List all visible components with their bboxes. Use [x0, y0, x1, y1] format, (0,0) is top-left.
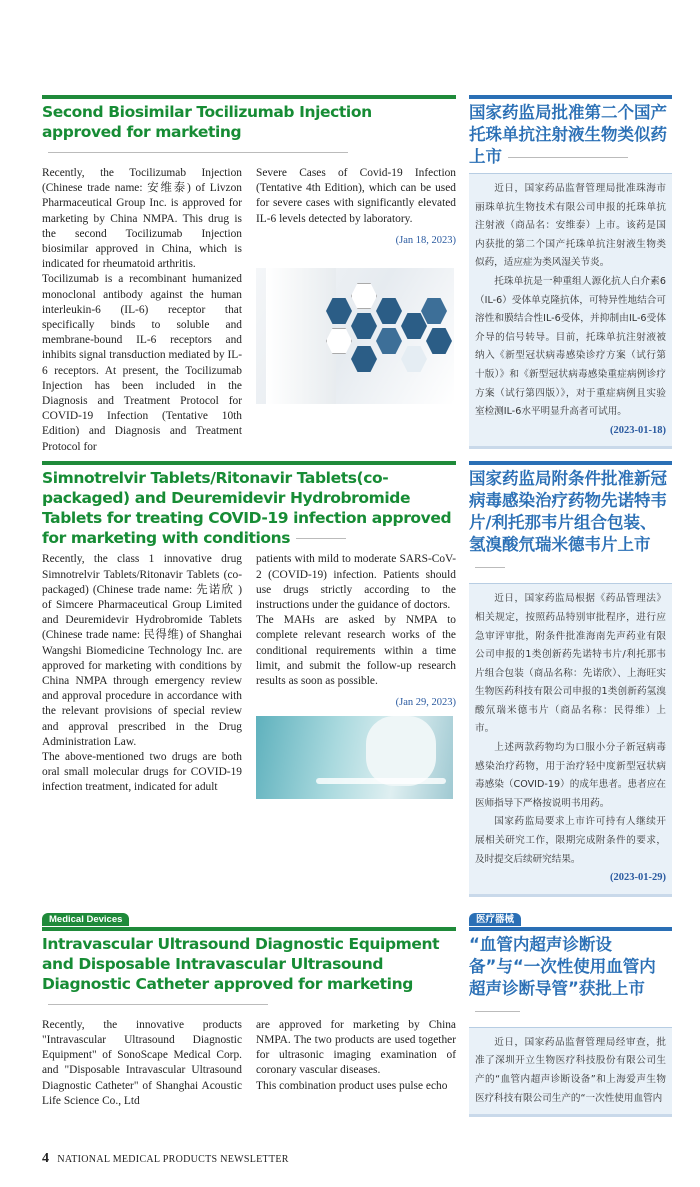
paragraph: 上述两款药物均为口服小分子新冠病毒感染治疗药物，用于治疗轻中度新型冠状病毒感染（COVID-19）的成年患者。患者应在医师指导下严格按说明书用药。 [475, 742, 666, 809]
article-ultrasound [42, 909, 456, 1129]
paragraph: Severe Cases of Covid-19 Infection (Tentative 4th Edition), which can be used for severe cases with significantly elevated IL-6 levels detected by laboratory. [256, 167, 456, 225]
section-bar [42, 461, 456, 465]
paragraph: 国家药监局要求上市许可持有人继续开展相关研究工作，限期完成附条件的要求，及时提交后续研究结果。 [475, 816, 666, 865]
paragraph: 近日，国家药监局根据《药品管理法》相关规定，按照药品特别审批程序，进行应急审评审批，附条件批准海南先声药业有限公司申报的1类创新药先诺特韦片/利托那韦片组合包装（商品名称：先诺欣）、上海旺实生物医药科技有限公司申报的1类创新药氢溴酸氘瑞米德韦片（商品名称：民得维）上市。 [475, 593, 666, 735]
chinese-article-title: 国家药监局附条件批准新冠病毒感染治疗药物先诺特韦片/利托那韦片组合包装、氢溴酸氘瑞米德韦片上市 [469, 468, 672, 578]
paragraph: 托珠单抗是一种重组人源化抗人白介素6（IL-6）受体单克隆抗体，可特异性地结合可溶性和膜结合性IL-6受体，并抑制由IL-6受体介导的信号转导。目前，托珠单抗注射液被纳入《新型冠状病毒感染诊疗方案（试行第十版）》和《新型冠状病毒感染重症病例诊疗方案（试行第四版）》，对于重症病例且实验室检测IL-6水平明显升高者可试用。 [475, 275, 666, 418]
chinese-article-title: 国家药监局批准第二个国产托珠单抗注射液生物类似药上市 [469, 103, 667, 166]
paragraph: 近日，国家药品监督管理局经审查，批准了深圳开立生物医疗科技股份有限公司生产的“血管内超声诊断设备”和上海爱声生物医疗科技有限公司生产的“一次性使用血管内 [475, 1036, 666, 1104]
paragraph: The above-mentioned two drugs are both oral small molecular drugs for COVID-19 infection treatment, indicated for adult [42, 750, 242, 794]
paragraph: Recently, the Tocilizumab Injection (Chinese trade name: 安维泰) of Livzon Pharmaceutical Group Inc. is approved for marketing by China NMPA. This drug is the second Tocilizumab Injection biosimilar approved in China, which is indicated for rheumatoid arthritis. [42, 167, 242, 271]
chinese-article-ultrasound [469, 909, 672, 1129]
article-covid-drugs [42, 461, 456, 909]
chinese-article-tocilizumab [469, 95, 672, 461]
article-title: Simnotrelvir Tablets/Ritonavir Tablets(co-packaged) and Deuremidevir Hydrobromide Tablets for treating COVID-19 infection approved for marketing with conditions [42, 469, 452, 548]
medical-hexagon-image [256, 268, 454, 404]
section-bar [42, 95, 456, 99]
section-bar [469, 927, 672, 931]
paragraph: The MAHs are asked by NMPA to complete relevant research works of the conditional requirements within a time limit, and submit the follow-up research results as soon as possible. [256, 614, 456, 687]
article-body-col2 [256, 552, 456, 811]
paragraph: 近日，国家药品监督管理局批准珠海市丽珠单抗生物技术有限公司申报的托珠单抗注射液（商品名：安维泰）上市。该药是国内获批的第二个国产托珠单抗注射液生物类似药，适应症为类风湿关节炎。 [475, 183, 666, 269]
paragraph: Tocilizumab is a recombinant humanized monoclonal antibody against the human interleukin-6 (IL-6) receptor that specifically binds to soluble and membrane-bound IL-6 receptors and inhibits signal transduction mediated by IL-6 receptors. At present, the Tocilizumab Injection has been included in the Diagnosis and Treatment Protocol for COVID-19 Infection (Tentative 10th Edition) and Diagnosis and Treatment Protocol for [42, 273, 242, 453]
paragraph: are approved for marketing by China NMPA. The two products are used together for ultrasonic imaging examination of coronary vascular diseases. [256, 1018, 456, 1077]
article-body-col2 [256, 1018, 456, 1109]
article-body-col1 [42, 166, 242, 455]
article-body-col1 [42, 552, 242, 811]
article-date: (Jan 18, 2023) [395, 234, 456, 246]
section-bar [469, 461, 672, 465]
chinese-article-title: “血管内超声诊断设备”与“一次性使用血管内超声诊断导管”获批上市 [469, 934, 672, 1022]
article-tocilizumab [42, 95, 456, 461]
page-grid [42, 0, 672, 1129]
article-title: Intravascular Ultrasound Diagnostic Equipment and Disposable Intravascular Ultrasound Diagnostic Catheter approved for marketing [42, 934, 456, 1014]
paragraph: patients with mild to moderate SARS-CoV-2 (COVID-19) infection. Patients should use drugs strictly according to the instructions under the guidance of doctors. [256, 553, 456, 611]
article-body-col2 [256, 166, 456, 455]
page-footer [42, 1151, 700, 1167]
chinese-article-body [469, 173, 672, 449]
page-number: 4 [42, 1151, 50, 1167]
section-bar [469, 95, 672, 99]
article-title: Second Biosimilar Tocilizumab Injection approved for marketing [42, 102, 456, 162]
category-tag: 医疗器械 [469, 913, 521, 926]
article-date: (2023-01-29) [610, 872, 666, 884]
paragraph: Recently, the innovative products "Intravascular Ultrasound Diagnostic Equipment" of SonoScape Medical Corp. and "Disposable Intravascular Ultrasound Diagnostic Catheter" of Shanghai Acoustic Life Science Co., Ltd [42, 1018, 242, 1107]
doctor-tablet-image [256, 716, 453, 799]
category-tag: Medical Devices [42, 913, 129, 926]
article-date: (Jan 29, 2023) [395, 697, 456, 709]
article-date: (2023-01-18) [610, 424, 666, 436]
paragraph: Recently, the class 1 innovative drug Simnotrelvir Tablets/Ritonavir Tablets (co-packaged) (Chinese trade name: 先诺欣 ) of Simcere Pharmaceutical Group Limited and Deuremidevir Hydrobromide Tablets (Chinese trade name: 民得维) of Shanghai Wangshi Biomedicine Technology Inc. are approved for marketing with conditions by China NMPA through emergency review and approval procedure in accordance with the relevant provisions of special review and approval prescribed in the Drug Administration Law. [42, 553, 242, 748]
chinese-article-body [469, 1027, 672, 1117]
section-bar [42, 927, 456, 931]
chinese-article-body [469, 583, 672, 897]
newsletter-title: NATIONAL MEDICAL PRODUCTS NEWSLETTER [57, 1154, 289, 1166]
paragraph: This combination product uses pulse echo [256, 1079, 448, 1092]
article-body-col1 [42, 1018, 242, 1109]
chinese-article-covid-drugs [469, 461, 672, 909]
